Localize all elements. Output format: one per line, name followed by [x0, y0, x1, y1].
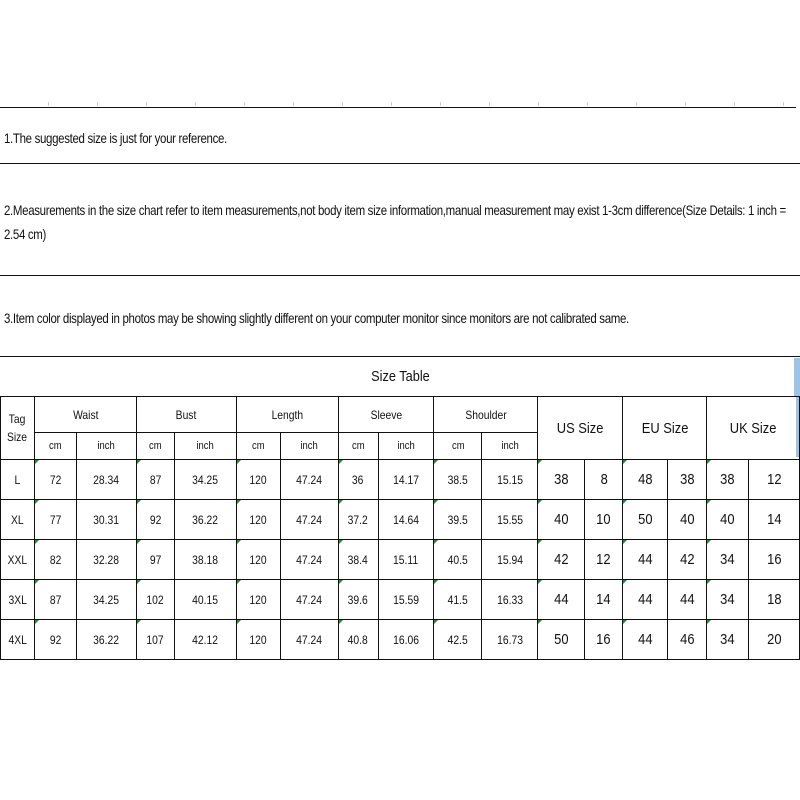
tag-size-cell: L [1, 460, 35, 500]
eu-cell: 40 [668, 500, 707, 540]
shoulder-cell: 15.94 [482, 540, 538, 580]
unit-inch: inch [174, 433, 236, 460]
uk-cell: 40 [707, 500, 749, 540]
eu-cell: 42 [668, 540, 707, 580]
eu-cell: 38 [668, 460, 707, 500]
header-us-size: US Size [538, 397, 623, 460]
eu-cell: 44 [623, 580, 668, 620]
bust-cell: 40.15 [174, 580, 236, 620]
header-bust: Bust [136, 397, 236, 433]
us-cell: 14 [585, 580, 623, 620]
waist-cell: 87 [34, 580, 76, 620]
uk-cell: 38 [707, 460, 749, 500]
us-cell: 16 [585, 620, 623, 660]
eu-cell: 48 [623, 460, 668, 500]
uk-cell: 16 [748, 540, 799, 580]
sleeve-cell: 15.11 [378, 540, 434, 580]
waist-cell: 30.31 [76, 500, 136, 540]
uk-cell: 18 [748, 580, 799, 620]
sleeve-cell: 39.6 [338, 580, 378, 620]
length-cell: 47.24 [280, 580, 338, 620]
bust-cell: 102 [136, 580, 174, 620]
waist-cell: 72 [34, 460, 76, 500]
shoulder-cell: 16.33 [482, 580, 538, 620]
divider [0, 356, 800, 357]
sleeve-cell: 15.59 [378, 580, 434, 620]
header-shoulder: Shoulder [434, 397, 538, 433]
table-row [1, 540, 800, 580]
sleeve-cell: 40.8 [338, 620, 378, 660]
us-cell: 42 [538, 540, 585, 580]
cell-highlight [794, 358, 800, 396]
length-cell: 47.24 [280, 620, 338, 660]
shoulder-cell: 15.55 [482, 500, 538, 540]
header-uk-size: UK Size [707, 397, 800, 460]
uk-cell: 34 [707, 580, 749, 620]
length-cell: 120 [236, 620, 280, 660]
divider [0, 163, 800, 164]
eu-cell: 44 [623, 540, 668, 580]
shoulder-cell: 16.73 [482, 620, 538, 660]
eu-cell: 46 [668, 620, 707, 660]
tag-size-header: Tag Size [1, 397, 35, 460]
uk-cell: 34 [707, 620, 749, 660]
size-table-title: Size Table [370, 368, 430, 385]
tag-size-cell: XL [1, 500, 35, 540]
length-cell: 120 [236, 540, 280, 580]
length-cell: 47.24 [280, 460, 338, 500]
unit-cm: cm [34, 433, 76, 460]
table-row [1, 620, 800, 660]
waist-cell: 36.22 [76, 620, 136, 660]
divider [0, 107, 796, 108]
shoulder-cell: 38.5 [434, 460, 482, 500]
waist-cell: 28.34 [76, 460, 136, 500]
waist-cell: 82 [34, 540, 76, 580]
waist-cell: 77 [34, 500, 76, 540]
waist-cell: 92 [34, 620, 76, 660]
unit-cm: cm [338, 433, 378, 460]
bust-cell: 92 [136, 500, 174, 540]
shoulder-cell: 15.15 [482, 460, 538, 500]
uk-cell: 12 [748, 460, 799, 500]
note-1: 1.The suggested size is just for your reference. [4, 130, 227, 146]
bust-cell: 107 [136, 620, 174, 660]
unit-inch: inch [482, 433, 538, 460]
table-row [1, 500, 800, 540]
bust-cell: 34.25 [174, 460, 236, 500]
shoulder-cell: 39.5 [434, 500, 482, 540]
bust-cell: 97 [136, 540, 174, 580]
length-cell: 47.24 [280, 500, 338, 540]
bust-cell: 42.12 [174, 620, 236, 660]
length-cell: 120 [236, 500, 280, 540]
header-waist: Waist [34, 397, 136, 433]
header-eu-size: EU Size [623, 397, 707, 460]
eu-cell: 50 [623, 500, 668, 540]
divider [0, 275, 800, 276]
eu-cell: 44 [623, 620, 668, 660]
length-cell: 47.24 [280, 540, 338, 580]
length-cell: 120 [236, 580, 280, 620]
shoulder-cell: 41.5 [434, 580, 482, 620]
shoulder-cell: 42.5 [434, 620, 482, 660]
unit-inch: inch [280, 433, 338, 460]
waist-cell: 34.25 [76, 580, 136, 620]
sleeve-cell: 38.4 [338, 540, 378, 580]
note-2: 2.Measurements in the size chart refer to item measurements,not body item size information,manual measurement may exist 1-3cm difference(Size Details: 1 inch = 2.54 cm) [4, 202, 786, 242]
uk-cell: 14 [748, 500, 799, 540]
waist-cell: 32.28 [76, 540, 136, 580]
us-cell: 8 [585, 460, 623, 500]
us-cell: 40 [538, 500, 585, 540]
unit-cm: cm [434, 433, 482, 460]
sleeve-cell: 14.17 [378, 460, 434, 500]
tag-size-cell: XXL [1, 540, 35, 580]
us-cell: 50 [538, 620, 585, 660]
unit-inch: inch [76, 433, 136, 460]
column-ruler-ticks [0, 102, 800, 106]
sleeve-cell: 36 [338, 460, 378, 500]
eu-cell: 44 [668, 580, 707, 620]
size-table [0, 396, 800, 660]
sleeve-cell: 14.64 [378, 500, 434, 540]
us-cell: 12 [585, 540, 623, 580]
length-cell: 120 [236, 460, 280, 500]
us-cell: 10 [585, 500, 623, 540]
unit-inch: inch [378, 433, 434, 460]
sleeve-cell: 16.06 [378, 620, 434, 660]
unit-cm: cm [136, 433, 174, 460]
header-length: Length [236, 397, 338, 433]
tag-size-cell: 4XL [1, 620, 35, 660]
bust-cell: 36.22 [174, 500, 236, 540]
shoulder-cell: 40.5 [434, 540, 482, 580]
header-sleeve: Sleeve [338, 397, 434, 433]
uk-cell: 34 [707, 540, 749, 580]
note-3: 3.Item color displayed in photos may be showing slightly different on your computer monitor since monitors are not calibrated same. [4, 310, 629, 326]
us-cell: 44 [538, 580, 585, 620]
bust-cell: 87 [136, 460, 174, 500]
us-cell: 38 [538, 460, 585, 500]
bust-cell: 38.18 [174, 540, 236, 580]
table-row [1, 580, 800, 620]
unit-cm: cm [236, 433, 280, 460]
uk-cell: 20 [748, 620, 799, 660]
sleeve-cell: 37.2 [338, 500, 378, 540]
table-row [1, 460, 800, 500]
tag-size-cell: 3XL [1, 580, 35, 620]
